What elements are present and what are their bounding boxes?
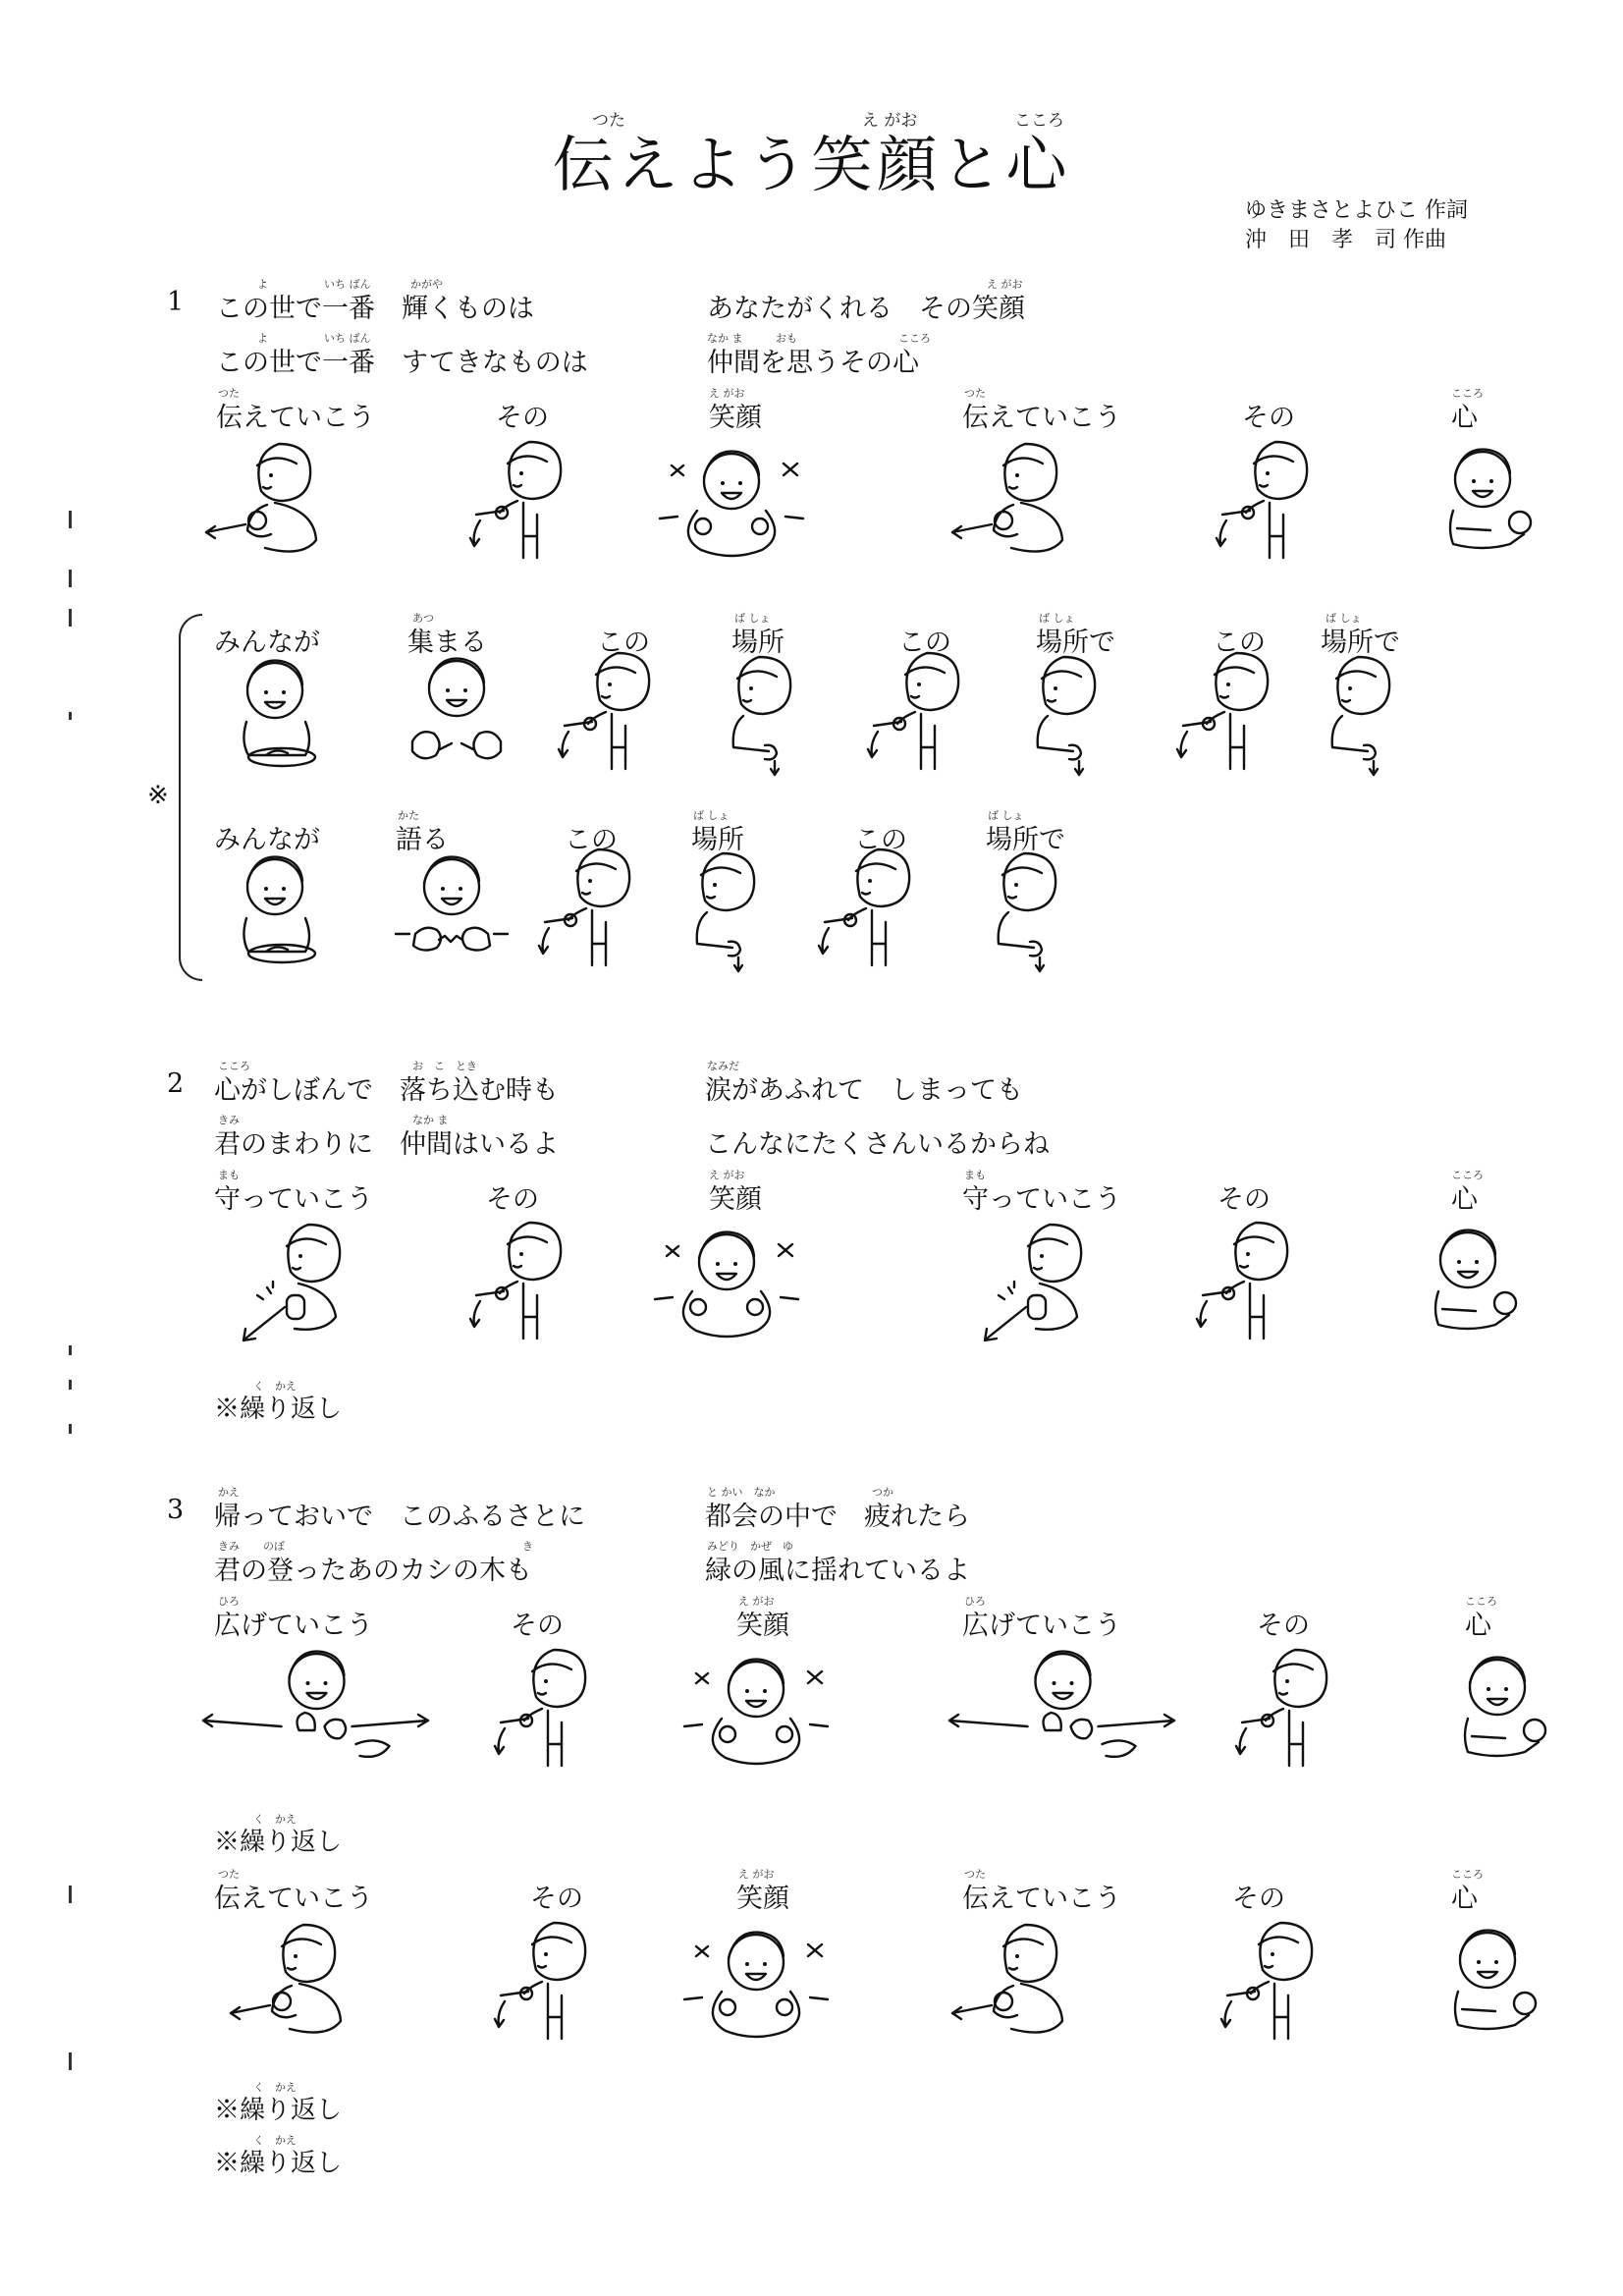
lyric-line: 君の登ったあのカシの木も: [214, 1556, 532, 1586]
sign-caption: その: [511, 1611, 564, 1641]
point-sign-icon: [535, 653, 682, 771]
point-sign-icon: [471, 1650, 619, 1768]
point-sign-icon: [1198, 1923, 1345, 2041]
ruby: こころ: [1451, 1169, 1484, 1181]
sign-caption: その: [486, 1184, 539, 1215]
repeat-note: ※繰り返し: [214, 2096, 343, 2125]
ruby: まも: [218, 1169, 240, 1181]
verse-number: 2: [167, 1068, 185, 1099]
sign-caption: この: [565, 825, 618, 855]
pass-forward-sign-icon: [206, 442, 353, 560]
ruby: かえ: [218, 1486, 240, 1499]
sign-caption: 場所で: [1321, 628, 1400, 658]
repeat-note: ※繰り返し: [214, 1828, 343, 1857]
lyric-line: 心がしぼんで 落ち込む時も: [214, 1075, 559, 1106]
ruby: みどり かぜ ゆ: [707, 1540, 793, 1553]
sign-caption: 伝えていこう: [962, 1884, 1121, 1914]
lyric-line: こんなにたくさんいるからね: [705, 1129, 1050, 1160]
title-ruby-egao: え がお: [862, 111, 918, 131]
ruby: まも: [964, 1169, 986, 1181]
ruby: ば しょ: [693, 809, 730, 822]
title-ruby-tsuta: つた: [592, 111, 625, 131]
scan-mark: [69, 1886, 72, 1903]
sign-caption: 心: [1451, 1184, 1478, 1215]
ruby: おも: [776, 332, 797, 345]
sign-caption: 場所で: [1036, 628, 1115, 658]
protect-sign-icon: [216, 1223, 363, 1340]
sign-caption: 笑顔: [736, 1611, 789, 1641]
sign-caption: その: [496, 403, 549, 433]
scan-mark: [69, 2052, 72, 2070]
lyric-line: 都会の中で 疲れたら: [705, 1502, 970, 1532]
sign-caption: この: [1213, 628, 1266, 658]
point-sign-icon: [1154, 653, 1301, 771]
talk-sign-icon: [378, 849, 525, 967]
ruby: お こ とき: [412, 1060, 477, 1072]
ruby: く かえ: [253, 1813, 297, 1826]
lyric-line: 仲間を思うその心: [707, 348, 919, 378]
sign-caption: 守っていこう: [962, 1184, 1121, 1215]
sign-caption: その: [1242, 403, 1295, 433]
protect-sign-icon: [957, 1223, 1105, 1340]
smile-sign-icon: [653, 1223, 800, 1340]
point-sign-icon: [795, 849, 943, 967]
smile-sign-icon: [658, 442, 805, 560]
spread-sign-icon: [201, 1650, 432, 1768]
point-sign-icon: [1193, 442, 1340, 560]
sign-caption: この: [597, 628, 650, 658]
ruby: よ: [257, 332, 268, 345]
lyric-line: 君のまわりに 仲間はいるよ: [214, 1129, 559, 1160]
sign-caption: 笑顔: [736, 1884, 789, 1914]
sign-caption: 伝えていこう: [216, 403, 375, 433]
ruby: つた: [218, 1868, 240, 1881]
ruby: なか ま: [707, 332, 743, 345]
ruby: こころ: [1465, 1595, 1497, 1608]
point-sign-icon: [1173, 1223, 1321, 1340]
lyricist-credit: ゆきまさとよひこ 作詞: [1245, 198, 1468, 223]
ruby: きみ: [218, 1540, 240, 1553]
verse-number: 1: [167, 287, 185, 317]
place-sign-icon: [692, 653, 839, 771]
ruby: え がお: [709, 1169, 745, 1181]
repeat-note: ※繰り返し: [214, 2149, 343, 2178]
smile-sign-icon: [682, 1923, 830, 2041]
point-sign-icon: [447, 1223, 594, 1340]
sign-caption: 伝えていこう: [962, 403, 1121, 433]
sign-caption: 語る: [396, 825, 449, 855]
repeat-note: ※繰り返し: [214, 1394, 343, 1424]
ruby: のぼ: [263, 1540, 285, 1553]
point-sign-icon: [1213, 1650, 1360, 1768]
sign-caption: 笑顔: [709, 1184, 762, 1215]
everyone-sign-icon: [211, 653, 358, 771]
gather-sign-icon: [383, 653, 530, 771]
ruby: かがや: [410, 278, 443, 291]
chorus-bracket: [179, 614, 202, 981]
sign-caption: 広げていこう: [962, 1611, 1121, 1641]
ruby: え がお: [987, 278, 1023, 291]
point-sign-icon: [471, 1923, 619, 2041]
sign-caption: みんなが: [214, 825, 320, 855]
lyric-line: 涙があふれて しまっても: [705, 1075, 1023, 1106]
ruby: つた: [964, 1868, 986, 1881]
ruby: く かえ: [253, 1380, 297, 1393]
ruby: こころ: [218, 1060, 250, 1072]
sign-caption: 心: [1451, 1884, 1478, 1914]
place-sign-icon: [957, 849, 1105, 967]
ruby: ひろ: [964, 1595, 986, 1608]
sign-caption: その: [1232, 1884, 1285, 1914]
sign-caption: 広げていこう: [214, 1611, 373, 1641]
point-sign-icon: [844, 653, 992, 771]
ruby: き: [522, 1540, 533, 1553]
ruby: なみだ: [707, 1060, 739, 1072]
point-sign-icon: [515, 849, 663, 967]
lyric-line: この世で一番 すてきなものは: [216, 348, 588, 378]
ruby: え がお: [738, 1868, 775, 1881]
sign-caption: 集まる: [407, 628, 487, 658]
chorus-mark: ※: [147, 781, 169, 810]
pass-forward-sign-icon: [231, 1923, 378, 2041]
pass-forward-sign-icon: [952, 442, 1100, 560]
everyone-sign-icon: [211, 849, 358, 967]
title-ruby-kokoro: こころ: [1014, 111, 1064, 131]
pass-forward-sign-icon: [952, 1923, 1100, 2041]
scan-mark: [69, 511, 72, 528]
ruby: ば しょ: [988, 809, 1024, 822]
ruby: え がお: [738, 1595, 775, 1608]
ruby: いち ばん: [324, 278, 371, 291]
ruby: ば しょ: [1325, 612, 1362, 625]
sign-caption: 場所: [691, 825, 744, 855]
ruby: よ: [257, 278, 268, 291]
ruby: なか ま: [412, 1114, 449, 1126]
sign-caption: その: [530, 1884, 583, 1914]
sign-caption: その: [1217, 1184, 1271, 1215]
ruby: と かい なか: [707, 1486, 776, 1499]
ruby: ひろ: [218, 1595, 240, 1608]
point-sign-icon: [447, 442, 594, 560]
sign-caption: この: [898, 628, 951, 658]
scan-mark: [69, 1380, 72, 1390]
sign-caption: 伝えていこう: [214, 1884, 373, 1914]
ruby: きみ: [218, 1114, 240, 1126]
smile-sign-icon: [682, 1650, 830, 1768]
sign-caption: 心: [1465, 1611, 1491, 1641]
credits: [1245, 196, 1468, 255]
composer-credit: 沖 田 孝 司 作曲: [1245, 228, 1446, 252]
ruby: こころ: [1451, 387, 1484, 400]
ruby: ば しょ: [1039, 612, 1075, 625]
heart-hand-sign-icon: [1414, 442, 1561, 560]
place-sign-icon: [1291, 653, 1438, 771]
ruby: こころ: [898, 332, 931, 345]
page-title: 伝えよう笑顔と心: [552, 129, 1071, 200]
ruby: つた: [218, 387, 240, 400]
scan-mark: [69, 609, 72, 627]
scan-mark: [69, 1345, 72, 1355]
scan-mark: [69, 712, 72, 720]
lyric-line: 緑の風に揺れているよ: [705, 1556, 970, 1586]
ruby: つた: [964, 387, 986, 400]
ruby: こころ: [1451, 1868, 1484, 1881]
ruby: つか: [872, 1486, 893, 1499]
lyric-line: あなたがくれる その笑顔: [707, 294, 1025, 324]
ruby: く かえ: [253, 2081, 297, 2094]
heart-hand-sign-icon: [1429, 1650, 1576, 1768]
sign-caption: 心: [1451, 403, 1478, 433]
sign-caption: 守っていこう: [214, 1184, 373, 1215]
sign-caption: みんなが: [214, 628, 320, 658]
spread-sign-icon: [947, 1650, 1178, 1768]
ruby: ば しょ: [734, 612, 771, 625]
ruby: かた: [398, 809, 419, 822]
heart-hand-sign-icon: [1399, 1223, 1546, 1340]
sign-caption: 笑顔: [709, 403, 762, 433]
heart-hand-sign-icon: [1419, 1923, 1566, 2041]
place-sign-icon: [997, 653, 1144, 771]
sign-caption: この: [854, 825, 907, 855]
sign-caption: その: [1257, 1611, 1310, 1641]
scan-mark: [69, 1424, 72, 1434]
ruby: く かえ: [253, 2134, 297, 2147]
sign-caption: 場所: [731, 628, 784, 658]
verse-number: 3: [167, 1495, 185, 1525]
lyric-line: 帰っておいで このふるさとに: [214, 1502, 585, 1532]
place-sign-icon: [656, 849, 803, 967]
ruby: いち ばん: [324, 332, 371, 345]
ruby: え がお: [709, 387, 745, 400]
lyric-line: この世で一番 輝くものは: [216, 294, 534, 324]
scan-mark: [69, 570, 72, 587]
ruby: あつ: [412, 612, 434, 625]
sign-caption: 場所で: [986, 825, 1065, 855]
